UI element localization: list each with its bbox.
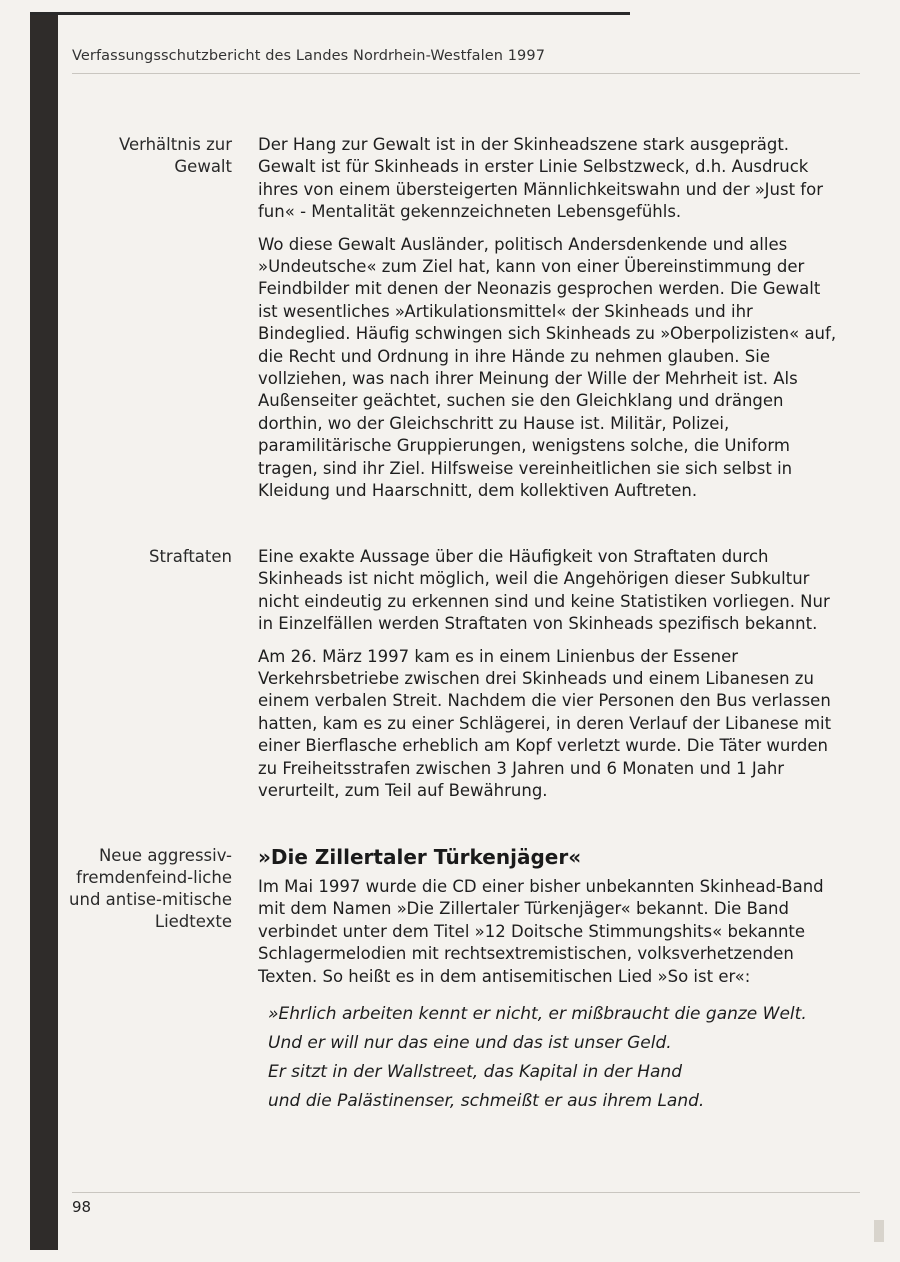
header-rule <box>72 73 860 74</box>
paragraph-cd: Im Mai 1997 wurde die CD einer bisher unbekannten Skinhead-Band mit dem Namen »Die Zillertaler Türkenjäger« bekannt. Die Band verbindet unter dem Titel »12 Doitsche Stimmungshits« bekannte Schlagermelodien mit rechtsextremistischen, volksverhetzenden Texten. So heißt es in dem antisemitischen Lied »So ist er«: <box>258 877 824 986</box>
section-heading: »Die Zillertaler Türkenjäger« <box>258 845 582 869</box>
running-header: Verfassungsschutzbericht des Landes Nordrhein-Westfalen 1997 <box>72 48 546 64</box>
footer-rule <box>72 1192 860 1193</box>
quote-line: Und er will nur das eine und das ist unser Geld. <box>268 1033 672 1053</box>
song-quote <box>268 1000 848 1116</box>
body-section-gewalt <box>258 134 840 513</box>
quote-line: Er sitzt in der Wallstreet, das Kapital in der Hand <box>268 1062 683 1082</box>
page-number: 98 <box>72 1198 92 1216</box>
margin-note-straftaten: Straftaten <box>148 547 232 566</box>
body-section-straftaten <box>258 546 840 812</box>
quote-line: und die Palästinenser, schmeißt er aus ihrem Land. <box>268 1091 705 1111</box>
margin-note-liedtexte: Neue aggressiv-fremdenfeind-liche und antise-mitische Liedtexte <box>69 846 232 931</box>
top-rule <box>30 12 630 15</box>
margin-note-gewalt: Verhältnis zur Gewalt <box>118 135 232 176</box>
paragraph-gewalt-feindbilder: Wo diese Gewalt Ausländer, politisch Andersdenkende und alles »Undeutsche« zum Ziel hat, kann von einer Übereinstimmung der Feindbilder mit denen der Neonazis gesprochen werden. Die Gewalt ist wesentliches »Artikulationsmittel« der Skinheads und ihr Bindeglied. Häufig schwingen sich Skinheads zu »Oberpolizisten« auf, die Recht und Ordnung in ihre Hände zu nehmen glauben. Sie vollziehen, was nach ihrer Meinung der Wille der Mehrheit ist. Als Außenseiter geächtet, suchen sie den Gleichklang und drängen dorthin, wo der Gleichschritt zu Hause ist. Militär, Polizei, paramilitärische Gruppierungen, wenigstens solche, die Uniform tragen, sind ihr Ziel. Hilfsweise vereinheitlichen sie sich selbst in Kleidung und Haarschnitt, dem kollektiven Auftreten. <box>258 234 837 501</box>
paragraph-straftaten-vorfall: Am 26. März 1997 kam es in einem Linienbus der Essener Verkehrsbetriebe zwischen drei Skinheads und einem Libanesen zu einem verbalen Streit. Nachdem die vier Personen den Bus verlassen hatten, kam es zu einer Schlägerei, in deren Verlauf der Libanese mit einer Bierflasche erheblich am Kopf verletzt wurde. Die Täter wurden zu Freiheitsstrafen zwischen 3 Jahren und 6 Monaten und 1 Jahr verurteilt, zum Teil auf Bewährung. <box>258 646 832 801</box>
paragraph-gewalt-intro: Der Hang zur Gewalt ist in der Skinheadszene stark ausgeprägt. Gewalt ist für Skinheads in erster Linie Selbstzweck, d.h. Ausdruck ihres von einem übersteigerten Männlichkeitswahn und der »Just for fun« - Mentalität gekennzeichneten Lebensgefühls. <box>258 135 823 222</box>
body-section-liedtexte <box>258 876 840 998</box>
scan-mark <box>874 1220 884 1242</box>
paragraph-straftaten-intro: Eine exakte Aussage über die Häufigkeit von Straftaten durch Skinheads ist nicht möglich, weil die Angehörigen dieser Subkultur nicht eindeutig zu erkennen sind und keine Statistiken vorliegen. Nur in Einzelfällen werden Straftaten von Skinheads spezifisch bekannt. <box>258 547 830 634</box>
quote-line: »Ehrlich arbeiten kennt er nicht, er mißbraucht die ganze Welt. <box>268 1004 807 1024</box>
binding-edge <box>30 12 58 1250</box>
